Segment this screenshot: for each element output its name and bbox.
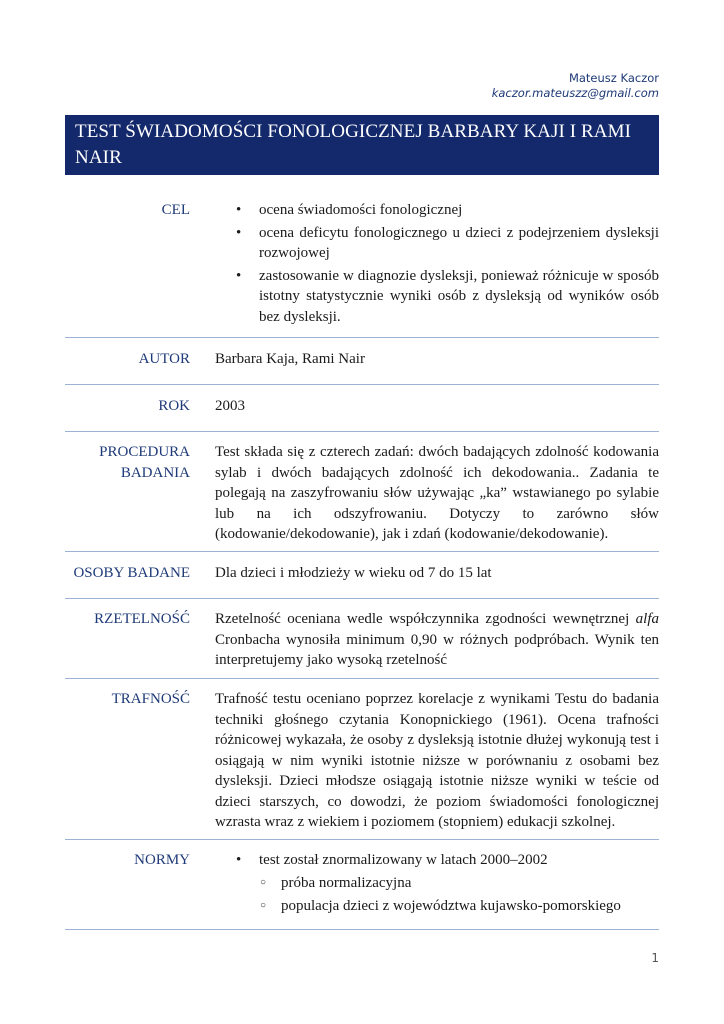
row-rzetelnosc bbox=[65, 599, 659, 679]
row-content-autor: Barbara Kaja, Rami Nair bbox=[215, 351, 365, 367]
row-label-rzetelnosc: RZETELNOŚĆ bbox=[94, 611, 190, 627]
row-osoby bbox=[65, 552, 659, 599]
list-item: ○ próba normalizacyjna bbox=[237, 873, 659, 894]
row-label-trafnosc: TRAFNOŚĆ bbox=[111, 691, 190, 707]
label-line: BADANIA bbox=[120, 464, 190, 481]
row-label-rok: ROK bbox=[158, 398, 190, 414]
row-label-procedura bbox=[65, 442, 215, 551]
row-autor bbox=[65, 338, 659, 385]
norms-item-text: test został znormalizowany w latach 2000–2002 bbox=[259, 852, 548, 868]
label-line: PROCEDURA bbox=[99, 444, 190, 460]
info-table bbox=[65, 190, 659, 930]
row-content-rok: 2003 bbox=[215, 398, 245, 414]
author-block bbox=[492, 71, 659, 101]
author-email[interactable]: kaczor.mateuszz@gmail.com bbox=[491, 86, 659, 100]
list-item: • ocena świadomości fonologicznej bbox=[215, 200, 659, 221]
author-name: Mateusz Kaczor bbox=[568, 71, 659, 85]
list-item bbox=[215, 850, 659, 917]
row-content-procedura: Test składa się z czterech zadań: dwóch badających zdolność kodowania sylab i dwóch badających zdolność ich dekodowania.. Zadania te polegają na zaszyfrowaniu słów używając „ka” wstawianego po sylabie lub na ich odszyfrowaniu. Dotyczy to zarówno słów (kodowanie/dekodowanie), jak i zdań (kodowanie/dekodowanie). bbox=[215, 444, 659, 542]
row-label-autor: AUTOR bbox=[138, 351, 190, 367]
alfa-term: alfa bbox=[635, 611, 659, 627]
row-procedura bbox=[65, 432, 659, 552]
text-segment: Rzetelność oceniana wedle współczynnika zgodności wewnętrznej bbox=[215, 611, 636, 627]
norms-list bbox=[215, 850, 659, 917]
row-content-trafnosc: Trafność testu oceniano poprzez korelacje z wynikami Testu do badania techniki głośnego czytania Konopnickiego (1961). Ocena trafności różnicowej wykazała, że osoby z dysleksją istotnie dłużej wykonują test i osiągają w nim wyniki istotnie niższe w porównaniu z osobami bez dysleksji. Dzieci młodsze osiągają istotnie niższe wyniki w teście od dzieci starszych, co dowodzi, że poziom świadomości fonologicznej wzrasta wraz z wiekiem i poziomem (stopniem) edukacji szkolnej. bbox=[215, 691, 659, 830]
list-item: • zastosowanie w diagnozie dysleksji, ponieważ różnicuje w sposób istotny statystycznie wyniki osób z dysleksją od wyników osób bez dysleksji. bbox=[215, 266, 659, 328]
goal-list bbox=[215, 200, 659, 327]
row-content-normy bbox=[215, 850, 659, 929]
title-banner bbox=[65, 115, 659, 175]
list-item: ○ populacja dzieci z województwa kujawsko-pomorskiego bbox=[237, 896, 659, 917]
row-label-normy: NORMY bbox=[134, 852, 190, 868]
row-content-osoby: Dla dzieci i młodzieży w wieku od 7 do 15 lat bbox=[215, 565, 492, 581]
row-content-cel bbox=[215, 200, 659, 337]
row-cel bbox=[65, 190, 659, 338]
norms-sublist bbox=[237, 873, 659, 917]
row-content-rzetelnosc bbox=[215, 609, 659, 678]
list-item: • ocena deficytu fonologicznego u dzieci z podejrzeniem dysleksji rozwojowej bbox=[215, 223, 659, 264]
document-title: TEST ŚWIADOMOŚCI FONOLOGICZNEJ BARBARY KAJI I RAMI NAIR bbox=[75, 121, 632, 168]
row-label-cel: CEL bbox=[161, 202, 190, 218]
row-rok bbox=[65, 385, 659, 432]
row-normy bbox=[65, 840, 659, 930]
text-segment: Cronbacha wynosiła minimum 0,90 w różnych podpróbach. Wynik ten interpretujemy jako wysoką rzetelność bbox=[215, 631, 659, 668]
row-trafnosc bbox=[65, 679, 659, 840]
row-label-osoby: OSOBY BADANE bbox=[73, 565, 190, 581]
page-number: 1 bbox=[651, 951, 659, 965]
